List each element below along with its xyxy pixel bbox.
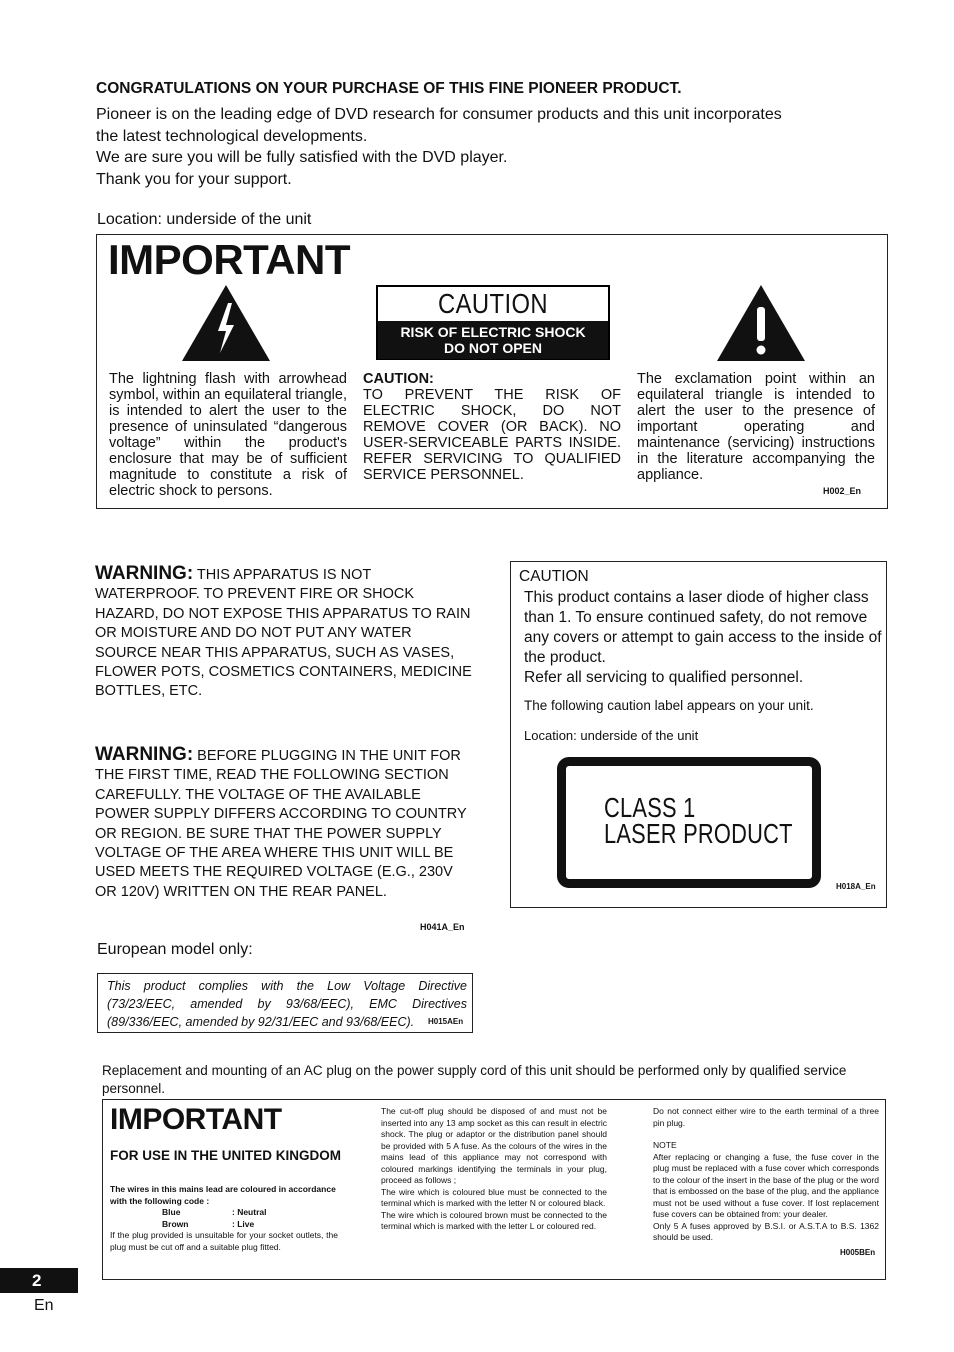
wire-value: : Neutral bbox=[232, 1207, 267, 1217]
warning-label: WARNING: bbox=[95, 744, 194, 765]
uk-wires-intro: The wires in this mains lead are coloured in accordance with the following code : bbox=[110, 1184, 336, 1206]
exclamation-description: The exclamation point within an equilateral triangle is intended to alert the user to the presence of important operating and maintenance (servicing) instructions in the literature accompanying the appliance. bbox=[637, 371, 875, 483]
caution-heading: CAUTION: bbox=[363, 371, 434, 387]
uk-paragraph: Do not connect either wire to the earth terminal of a three pin plug. bbox=[653, 1106, 879, 1128]
uk-code: H005BEn bbox=[840, 1248, 876, 1257]
uk-paragraph: The wire which is coloured brown must be connected to the terminal which is marked with the letter L or coloured red. bbox=[381, 1209, 607, 1231]
laser-label-line: CLASS 1 bbox=[604, 792, 696, 823]
caution-label-line: RISK OF ELECTRIC SHOCK bbox=[400, 324, 586, 340]
warning-text: BEFORE PLUGGING IN THE UNIT FOR THE FIRST TIME, READ THE FOLLOWING SECTION CAREFULLY. THE VOLTAGE OF THE AVAILABLE POWER SUPPLY DIFFERS ACCORDING TO COUNTRY OR REGION. BE SURE THAT THE POWER SUPPLY VOLTAGE OF THE AREA WHERE THIS UNIT WILL BE USED MEETS THE REQUIRED VOLTAGE (E.G., 230V OR 120V) WRITTEN ON THE REAR PANEL. bbox=[95, 748, 467, 900]
intro-line: Pioneer is on the leading edge of DVD research for consumer products and this unit incorporates bbox=[96, 106, 782, 123]
laser-caution-title: CAUTION bbox=[519, 568, 589, 585]
important-code: H002_En bbox=[823, 486, 862, 496]
intro-title: CONGRATULATIONS ON YOUR PURCHASE OF THIS FINE PIONEER PRODUCT. bbox=[96, 80, 682, 97]
uk-paragraph: The wire which is coloured blue must be connected to the terminal which is marked with the letter N or coloured black. bbox=[381, 1186, 607, 1208]
important-title: IMPORTANT bbox=[108, 236, 351, 283]
uk-subtitle: FOR USE IN THE UNITED KINGDOM bbox=[110, 1148, 342, 1163]
page-language: En bbox=[34, 1297, 54, 1314]
wire-colour: Brown bbox=[162, 1218, 189, 1229]
important-location: Location: underside of the unit bbox=[97, 211, 312, 228]
caution-description bbox=[363, 371, 621, 483]
uk-wire-row bbox=[162, 1219, 266, 1231]
european-text: This product complies with the Low Voltage Directive (73/23/EEC, amended by 93/68/EEC), EMC Directives (89/336/EEC, amended by 92/31/EEC and 93/68/EEC). bbox=[107, 979, 467, 1029]
laser-code: H018A_En bbox=[836, 882, 876, 891]
warning-voltage bbox=[95, 745, 475, 902]
lightning-triangle-icon bbox=[182, 285, 270, 361]
uk-paragraph: The cut-off plug should be disposed of and must not be inserted into any 13 amp socket as this can result in electric shock. The plug or adaptor or the distribution panel should be provided with 5 A fuse. As the colours of the wires in the mains lead of this appliance may not correspond with coloured markings identifying the terminals in your plug, proceed as follows ; bbox=[381, 1106, 607, 1185]
wire-colour: Blue bbox=[162, 1207, 181, 1217]
uk-paragraph: Only 5 A fuses approved by B.S.I. or A.S.T.A to B.S. 1362 should be used. bbox=[653, 1220, 879, 1242]
uk-middle-column bbox=[381, 1106, 607, 1233]
european-title: European model only: bbox=[97, 941, 253, 958]
class1-laser-text bbox=[604, 792, 793, 849]
wire-value: : Live bbox=[232, 1218, 255, 1229]
warning-code: H041A_En bbox=[420, 922, 465, 932]
warning-label: WARNING: bbox=[95, 563, 194, 584]
caution-shock-label bbox=[376, 285, 610, 360]
uk-important-title: IMPORTANT bbox=[110, 1103, 282, 1136]
uk-wire-table bbox=[162, 1207, 266, 1230]
uk-plug-text: If the plug provided is unsuitable for your socket outlets, the plug must be cut off and a suitable plug fitted. bbox=[110, 1230, 338, 1252]
intro-line: the latest technological developments. bbox=[96, 127, 368, 145]
laser-label-line: LASER PRODUCT bbox=[604, 818, 793, 849]
exclamation-triangle-icon bbox=[717, 285, 805, 361]
uk-note-heading: NOTE bbox=[653, 1140, 677, 1150]
laser-location: Location: underside of the unit bbox=[524, 728, 699, 743]
uk-paragraph: After replacing or changing a fuse, the fuse cover in the plug must be replaced with a fuse cover which corresponds to the colour of the insert in the base of the plug or the word that is embossed on the base of the plug, and the appliance must not be used without a fuse cover. If lost replacement fuse covers can be obtained from: your dealer. bbox=[653, 1151, 879, 1219]
intro-line: We are sure you will be fully satisfied with the DVD player. bbox=[96, 149, 508, 166]
caution-label-line: DO NOT OPEN bbox=[443, 339, 542, 356]
lightning-description: The lightning flash with arrowhead symbol, within an equilateral triangle, is intended to alert the user to the presence of uninsulated “dangerous voltage” within the product's enclosure that may be of sufficient magnitude to constitute a risk of electric shock to persons. bbox=[109, 371, 347, 499]
intro-line: Thank you for your support. bbox=[96, 170, 292, 188]
laser-caution-text: Refer all servicing to qualified personnel. bbox=[524, 669, 804, 686]
caution-label-warning bbox=[378, 321, 608, 359]
page-number: 2 bbox=[0, 1268, 78, 1293]
uk-wire-row bbox=[162, 1207, 266, 1219]
laser-caution-body bbox=[524, 588, 884, 688]
warning-text: THIS APPARATUS IS NOT WATERPROOF. TO PREVENT FIRE OR SHOCK HAZARD, DO NOT EXPOSE THIS APPARATUS TO RAIN OR MOISTURE AND DO NOT PUT ANY WATER SOURCE NEAR THIS APPARATUS, SUCH AS VASES, FLOWER POTS, COSMETICS CONTAINERS, MEDICINE BOTTLES, ETC. bbox=[95, 567, 472, 700]
laser-caution-text: This product contains a laser diode of higher class than 1. To ensure continued safety, do not remove any covers or attempt to gain access to the inside of the product. bbox=[524, 589, 882, 666]
european-code: H015AEn bbox=[428, 1017, 464, 1026]
replacement-notice: Replacement and mounting of an AC plug on the power supply cord of this unit should be performed only by qualified service personnel. bbox=[102, 1063, 847, 1096]
warning-waterproof bbox=[95, 564, 475, 702]
caution-label-title: CAUTION bbox=[437, 288, 549, 319]
caution-text: TO PREVENT THE RISK OF ELECTRIC SHOCK, DO NOT REMOVE COVER (OR BACK). NO USER-SERVICEABLE PARTS INSIDE. REFER SERVICING TO QUALIFIED SERVICE PERSONNEL. bbox=[363, 387, 621, 483]
laser-follow-text: The following caution label appears on your unit. bbox=[524, 698, 814, 713]
uk-right-column bbox=[653, 1106, 879, 1244]
intro-body bbox=[96, 104, 896, 190]
